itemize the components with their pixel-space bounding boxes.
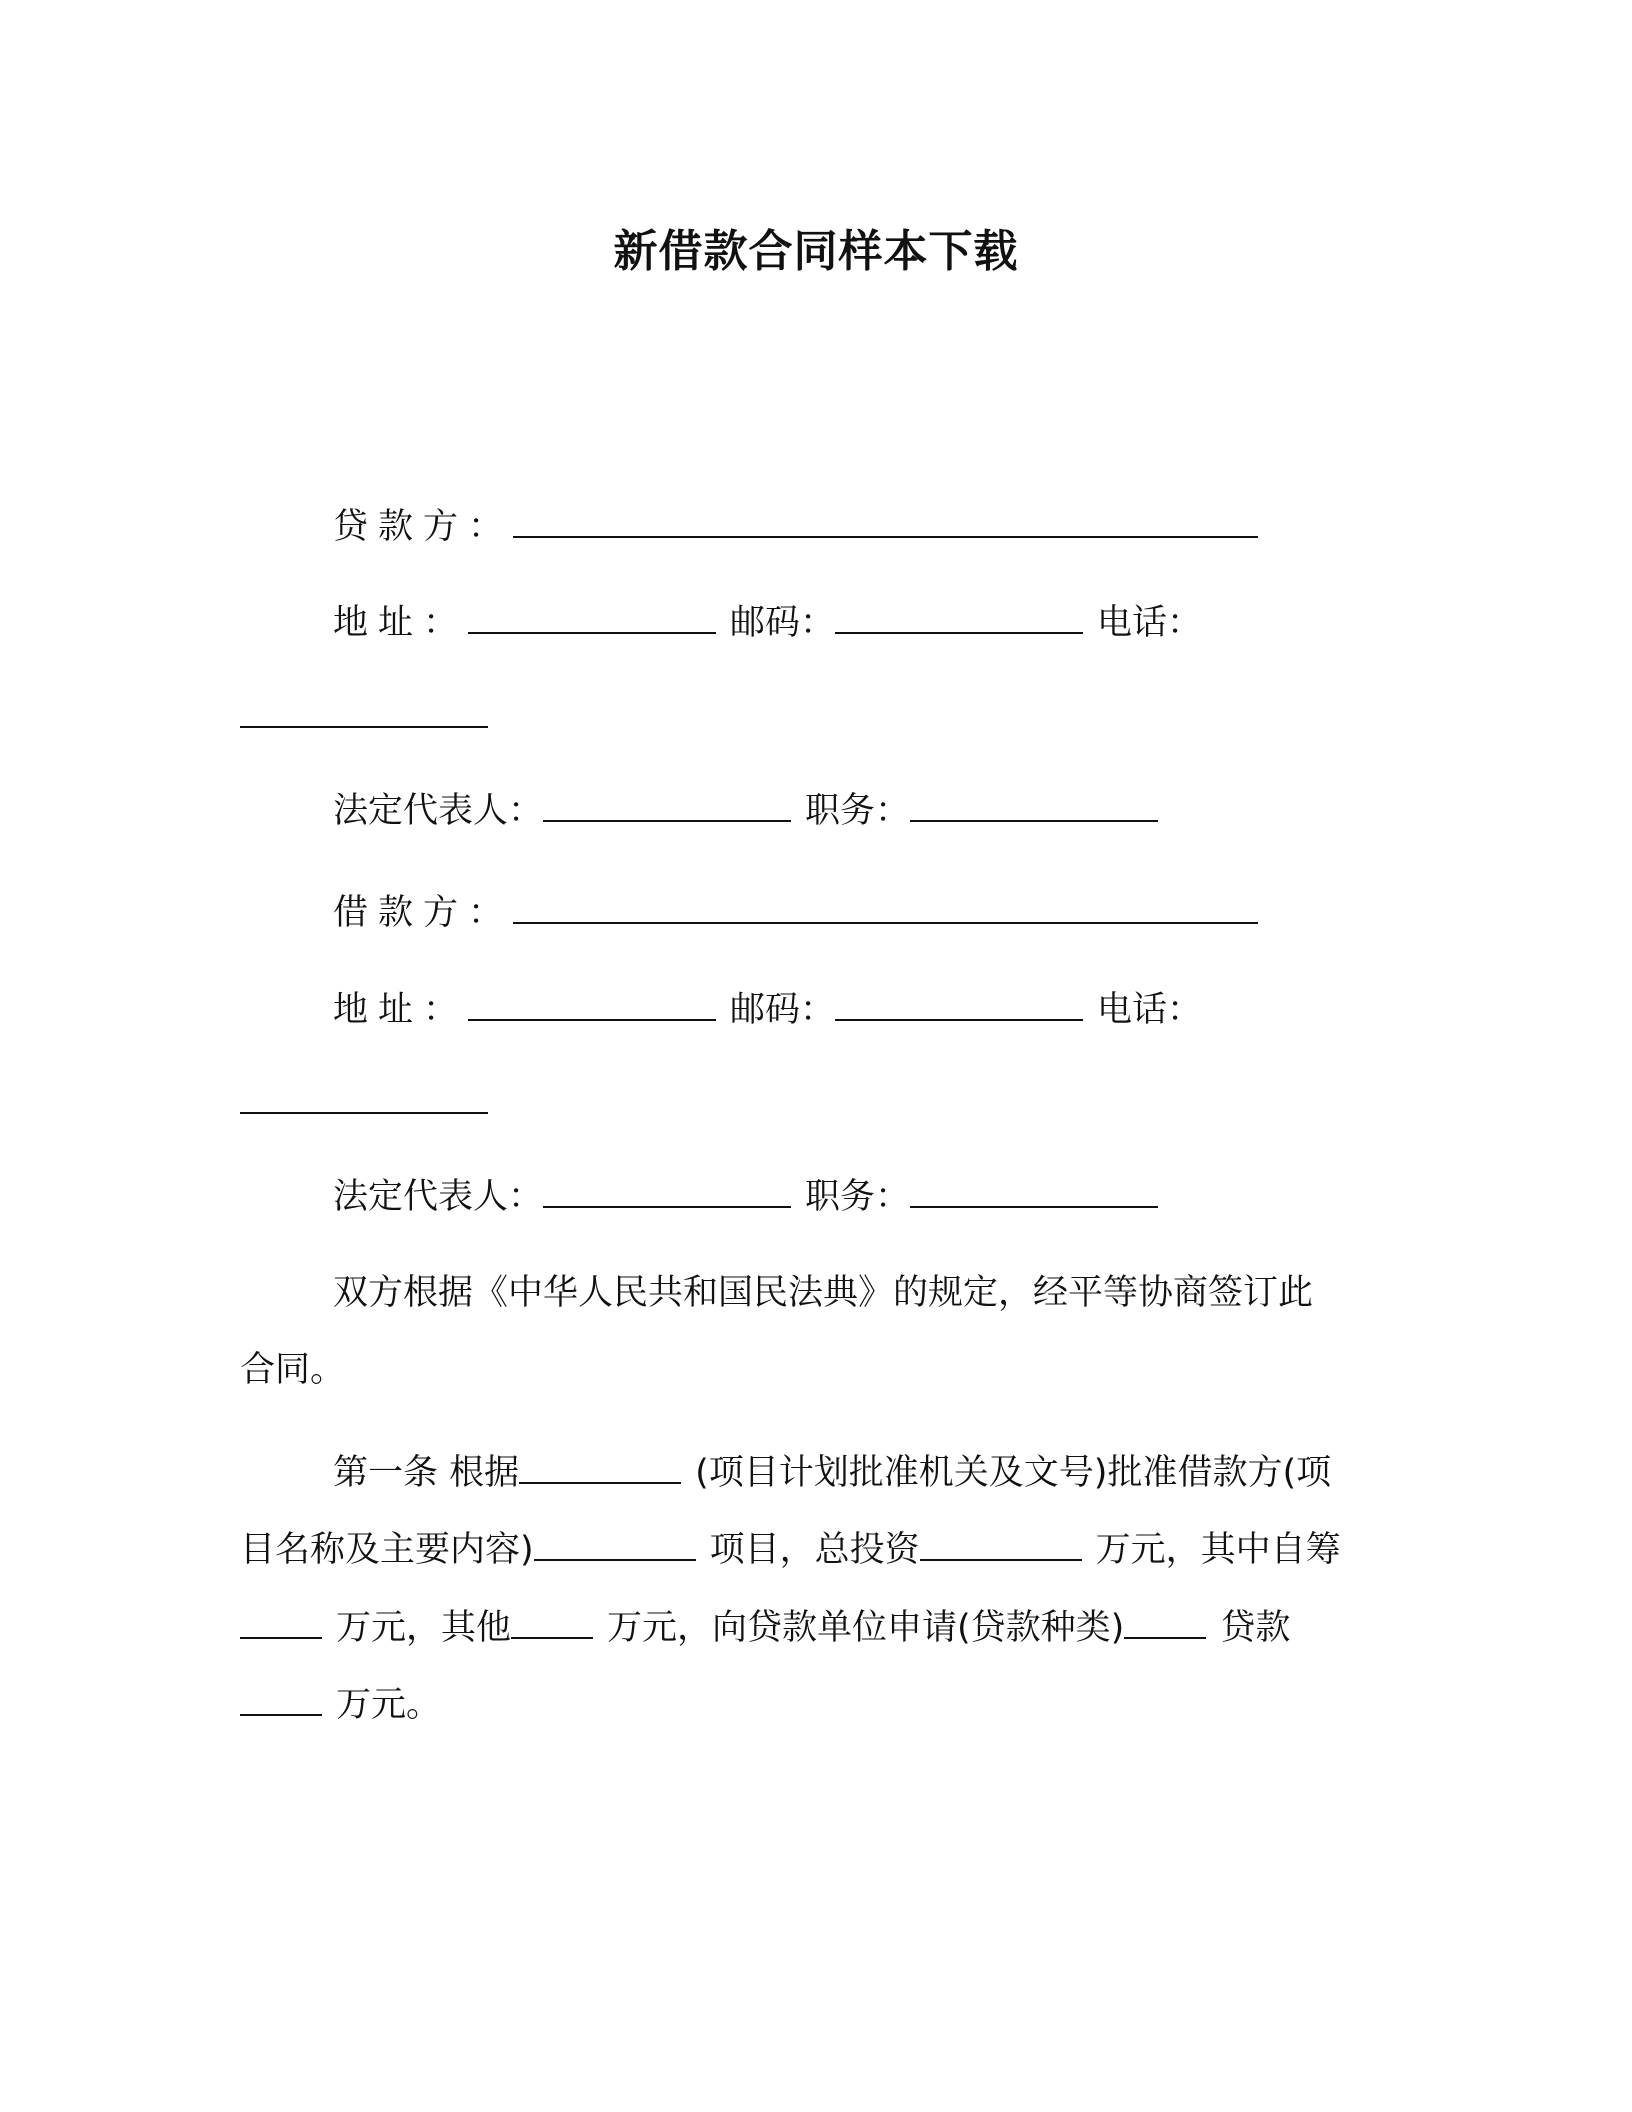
intro-line-1: 双方根据《中华人民共和国民法典》的规定，经平等协商签订此 [333,1273,1314,1313]
borrower-position-label: 职务： [805,1177,911,1217]
borrower-contact-line [333,985,1202,1035]
borrower-postcode-blank [835,987,1083,1021]
lender-label: 贷款方： [333,507,514,547]
lender-address-blank [468,600,716,634]
total-investment-blank [920,1527,1082,1561]
article1-line-4 [240,1680,441,1730]
borrower-rep-label: 法定代表人： [333,1177,544,1217]
article1-text-5: 万元，其中自筹 [1095,1530,1341,1570]
lender-phone-line [240,692,488,742]
article1-text-6: 万元，其他 [336,1608,512,1648]
lender-rep-line [333,786,1158,836]
loan-type-blank [1124,1605,1206,1639]
borrower-phone-blank [240,1080,488,1114]
self-raised-blank [240,1605,322,1639]
borrower-rep-blank [543,1174,791,1208]
borrower-position-blank [910,1174,1158,1208]
lender-phone-blank [240,694,488,728]
intro-line-2: 合同。 [240,1350,346,1390]
article1-text-1: 第一条 根据 [333,1453,520,1493]
article1-text-9: 万元。 [336,1685,442,1725]
borrower-phone-label: 电话： [1097,990,1203,1030]
article1-text-3: 目名称及主要内容) [240,1530,534,1570]
borrower-phone-line [240,1078,488,1128]
lender-position-label: 职务： [805,791,911,831]
article1-text-2: (项目计划批准机关及文号)批准借款方(项 [695,1453,1332,1493]
article1-text-8: 贷款 [1220,1608,1291,1648]
borrower-rep-line [333,1172,1158,1222]
article1-text-7: 万元，向贷款单位申请(贷款种类) [607,1608,1125,1648]
lender-contact-line [333,598,1202,648]
article1-line-2 [240,1525,1341,1575]
borrower-name-blank [513,890,1258,924]
borrower-postcode-label: 邮码： [730,990,836,1030]
lender-address-label: 地址： [333,603,469,643]
project-name-blank [534,1527,696,1561]
lender-rep-blank [543,788,791,822]
document-title: 新借款合同样本下载 [613,226,1019,277]
borrower-line [333,888,1258,938]
lender-name-blank [513,504,1258,538]
lender-phone-label: 电话： [1097,603,1203,643]
borrower-address-label: 地址： [333,990,469,1030]
lender-postcode-blank [835,600,1083,634]
article1-line-3 [240,1603,1290,1653]
article1-line-1 [333,1448,1331,1498]
lender-line [333,502,1258,552]
borrower-address-blank [468,987,716,1021]
approval-authority-blank [519,1450,681,1484]
loan-amount-blank [240,1682,322,1716]
lender-postcode-label: 邮码： [730,603,836,643]
lender-position-blank [910,788,1158,822]
lender-rep-label: 法定代表人： [333,791,544,831]
article1-text-4: 项目，总投资 [709,1530,920,1570]
other-funds-blank [511,1605,593,1639]
borrower-label: 借款方： [333,893,514,933]
